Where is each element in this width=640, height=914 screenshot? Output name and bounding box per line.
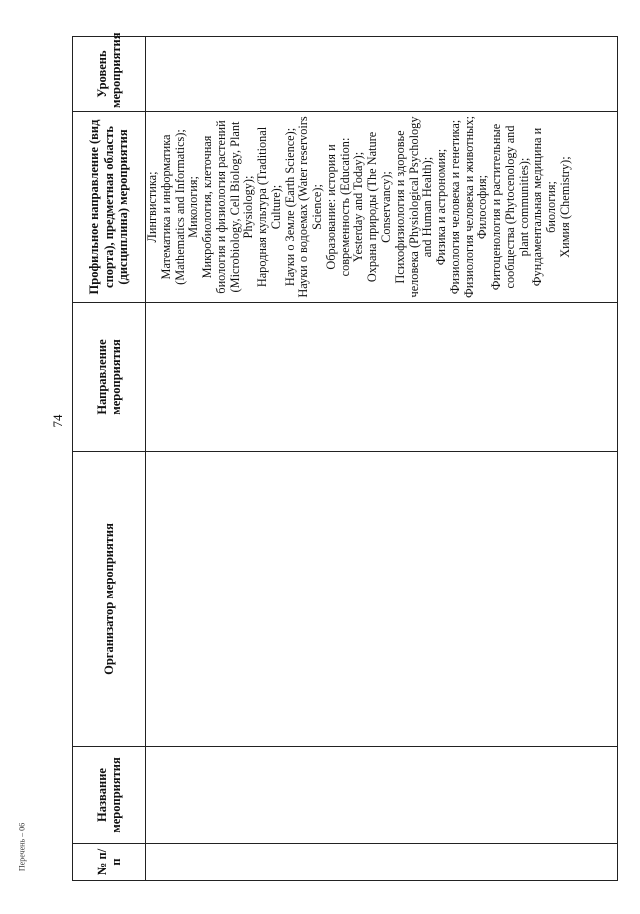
header-level: Уровень мероприятия [73, 37, 146, 112]
header-direction: Направление мероприятия [73, 303, 146, 452]
profile-item: Фундаментальная медицина и биология; [530, 127, 559, 287]
profile-item: Микология; [186, 176, 201, 238]
cell-direction [146, 303, 618, 452]
cell-num [146, 844, 618, 881]
table-row [146, 37, 618, 881]
cell-name [146, 747, 618, 844]
profile-item: Философия; [475, 174, 490, 240]
header-num: № п/п [73, 844, 146, 881]
profile-item: Физиология человека и генетика; [447, 119, 462, 295]
profile-item: Психофизиология и здоровье человека (Physiological Psychology and Human Health); [392, 116, 435, 298]
table-header-row [73, 37, 146, 881]
events-table [72, 32, 618, 881]
profile-item: Охрана природы (The Nature Conservancy); [365, 131, 394, 283]
cell-profile [146, 112, 618, 303]
page-number-text: 74 [50, 414, 65, 428]
header-profile: Профильное направление (вид спорта), предметная область (дисциплина) мероприятия [73, 112, 146, 303]
footer-text: Перечень – 06 [17, 822, 27, 872]
header-organizer: Организатор мероприятия [73, 452, 146, 747]
profile-item: Физиология человека и животных; [461, 115, 476, 299]
profile-item: Народная культура (Traditional Culture); [255, 126, 283, 288]
profile-item: Химия (Chemistry); [557, 156, 572, 258]
rotated-table [72, 32, 618, 881]
profile-item: Образование: история и современность (Education: Yesterday and Today); [323, 137, 366, 277]
profile-item: Науки о водоемах (Water reservoirs Science); [296, 116, 325, 298]
profile-item: Математика и информатика (Mathematics and Informatics); [158, 129, 187, 285]
cell-organizer [146, 452, 618, 747]
profile-item: Лингвистика; [145, 171, 159, 243]
header-name: Название мероприятия [73, 747, 146, 844]
profile-item: Физика и астрономия; [434, 148, 449, 266]
profile-item: Микробиология, клеточная биология и физиология растений (Microbiology, Cell Biology, Plant Physiology); [200, 120, 256, 294]
cell-level [146, 37, 618, 112]
profile-item: Фитоценология и растительные сообщества (Phytocenology and plant communities); [489, 123, 531, 291]
profile-item: Науки о Земле (Earth Science); [282, 127, 297, 287]
